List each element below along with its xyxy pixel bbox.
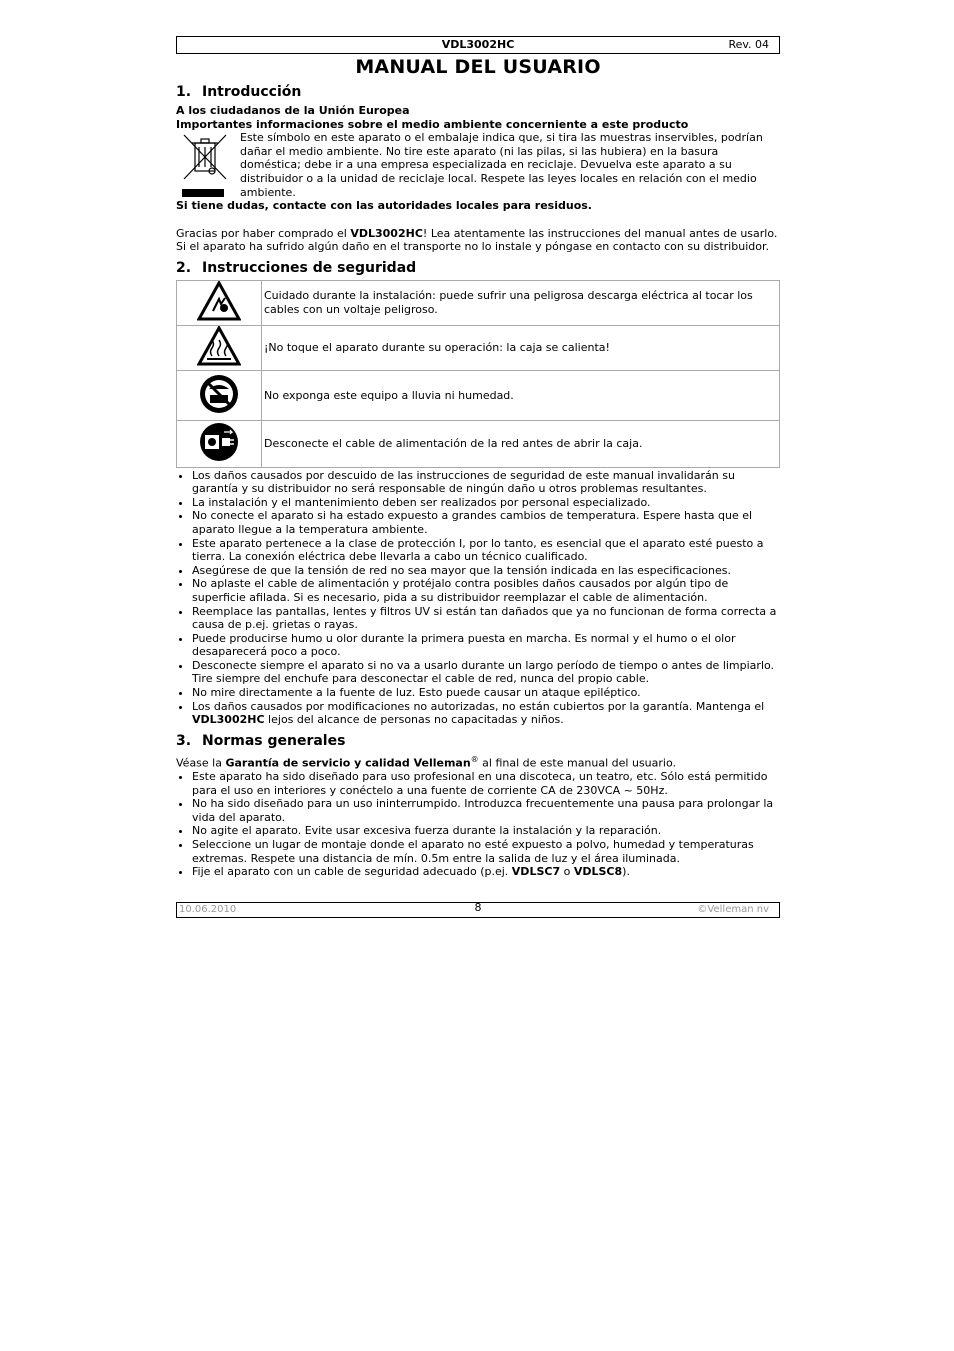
table-row — [177, 280, 780, 325]
list-item: • No aplaste el cable de alimentación y protéjalo contra posibles daños causados por algún tipo de superficie afilada. Si es necesario, pida a su distribuidor reemplazar el cable de alimentación. — [192, 577, 780, 604]
list-item: • Seleccione un lugar de montaje donde el aparato no esté expuesto a polvo, humedad y temperaturas extremas. Respete una distancia de mín. 0.5m entre la salida de luz y el área iluminada. — [192, 838, 780, 865]
list-item: • Los daños causados por descuido de las instrucciones de seguridad de este manual invalidarán su garantía y su distribuidor no será responsable de ningún daño u otros problemas resultantes. — [192, 469, 780, 496]
hot-surface-warning-icon — [177, 325, 262, 370]
weee-block — [176, 131, 780, 203]
list-item: • Los daños causados por modificaciones no autorizadas, no están cubiertos por la garantía. Mantenga el VDL3002HC lejos del alcance de personas no capacitadas y niños. — [192, 700, 780, 727]
safety-text: Desconecte el cable de alimentación de la red antes de abrir la caja. — [262, 420, 780, 467]
warranty-reference: Véase la Garantía de servicio y calidad Velleman® al final de este manual del usuario. — [176, 754, 677, 770]
page-footer — [176, 902, 780, 918]
eu-citizens-subheading: A los ciudadanos de la Unión Europea — [176, 104, 410, 117]
section-1-heading: 1. Introducción — [176, 84, 302, 100]
manual-page — [176, 36, 780, 879]
table-row — [177, 325, 780, 370]
header-revision: Rev. 04 — [728, 38, 769, 51]
model-name: VDL3002HC — [350, 226, 423, 240]
environment-subheading: Importantes informaciones sobre el medio ambiente concerniente a este producto — [176, 117, 689, 131]
disconnect-power-icon — [177, 420, 262, 467]
footer-date: 10.06.2010 — [179, 904, 237, 915]
thanks-paragraph: Gracias por haber comprado el VDL3002HC! Lea atentamente las instrucciones del manual antes de usarlo. Si el aparato ha sufrido algún daño en el transporte no lo instale y póngase en contacto con su distribuidor. — [176, 226, 778, 254]
list-item: • No agite el aparato. Evite usar excesiva fuerza durante la instalación y la reparación. — [192, 824, 780, 838]
list-item: • Desconecte siempre el aparato si no va a usarlo durante un largo período de tiempo o antes de limpiarlo. Tire siempre del enchufe para desconectar el cable de red, nunca del propio cable. — [192, 659, 780, 686]
list-item: • Este aparato ha sido diseñado para uso profesional en una discoteca, un teatro, etc. Sólo está permitido para el uso en interiores y conéctelo a una fuente de corriente CA de 230VCA ~ 50Hz. — [192, 770, 780, 797]
electric-shock-warning-icon — [177, 280, 262, 325]
no-rain-humidity-icon — [177, 370, 262, 420]
waste-authorities-note: Si tiene dudas, contacte con las autoridades locales para residuos. — [176, 199, 592, 213]
table-row — [177, 420, 780, 467]
section-3-heading: 3. Normas generales — [176, 732, 346, 749]
safety-bullets — [176, 469, 780, 727]
page-header — [176, 36, 780, 54]
safety-text: Cuidado durante la instalación: puede sufrir una peligrosa descarga eléctrica al tocar los cables con un voltaje peligroso. — [262, 280, 780, 325]
page-title: MANUAL DEL USUARIO — [355, 56, 601, 78]
list-item: • Reemplace las pantallas, lentes y filtros UV si están tan dañados que ya no funcionan de forma correcta a causa de p.ej. grietas o rayas. — [192, 605, 780, 632]
safety-text: No exponga este equipo a lluvia ni humedad. — [262, 370, 780, 420]
list-item: • Fije el aparato con un cable de seguridad adecuado (p.ej. VDLSC7 o VDLSC8). — [192, 865, 780, 879]
list-item: • No ha sido diseñado para un uso ininterrumpido. Introduzca frecuentemente una pausa para prolongar la vida del aparato. — [192, 797, 780, 824]
footer-copyright: ©Velleman nv — [697, 904, 769, 915]
weee-crossed-bin-icon — [176, 131, 238, 203]
weee-text: Este símbolo en este aparato o el embalaje indica que, si tira las muestras inservibles, podrían dañar el medio ambiente. No tire este aparato (ni las pilas, si las hubiera) en la basura doméstica; debe ir a una empresa especializada en reciclaje. Devuelva este aparato a su distribuidor o a la unidad de reciclaje local. Respete las leyes locales en relación con el medio ambiente. — [240, 131, 763, 199]
page-number: 8 — [474, 901, 482, 914]
list-item: • No conecte el aparato si ha estado expuesto a grandes cambios de temperatura. Espere hasta que el aparato llegue a la temperatura ambiente. — [192, 509, 780, 536]
list-item: • Este aparato pertenece a la clase de protección I, por lo tanto, es esencial que el aparato esté puesto a tierra. La conexión eléctrica debe llevarla a cabo un técnico cualificado. — [192, 537, 780, 564]
model-name: VDL3002HC — [192, 713, 265, 727]
safety-text: ¡No toque el aparato durante su operación: la caja se calienta! — [262, 325, 780, 370]
list-item: • Asegúrese de que la tensión de red no sea mayor que la tensión indicada en las especificaciones. — [192, 564, 780, 578]
list-item: • La instalación y el mantenimiento deben ser realizados por personal especializado. — [192, 496, 780, 510]
table-row — [177, 370, 780, 420]
safety-table — [176, 280, 780, 468]
section-2-heading: 2. Instrucciones de seguridad — [176, 259, 417, 276]
list-item: • Puede producirse humo u olor durante la primera puesta en marcha. Es normal y el humo o el olor desaparecerá poco a poco. — [192, 632, 780, 659]
header-model: VDL3002HC — [441, 38, 515, 51]
list-item: • No mire directamente a la fuente de luz. Esto puede causar un ataque epiléptico. — [192, 686, 780, 700]
general-bullets — [176, 770, 780, 879]
